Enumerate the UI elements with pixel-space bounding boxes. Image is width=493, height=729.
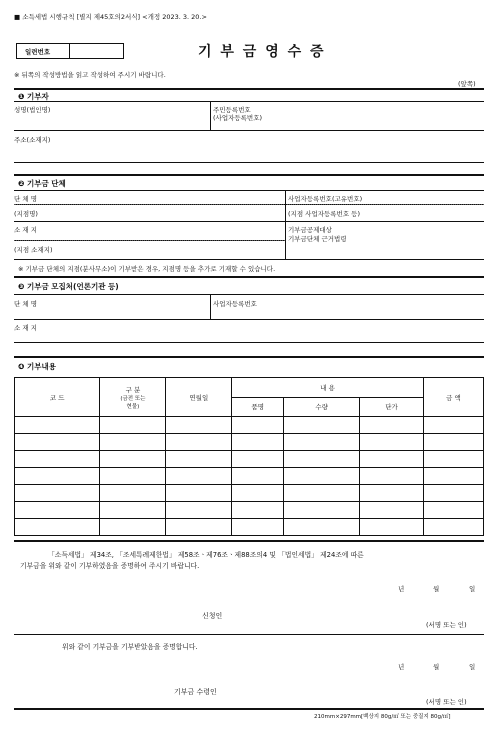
donor-bizno-label: (사업자등록번호) [213, 114, 263, 122]
col-type [100, 378, 166, 417]
recruiter-location-label: 소 재 지 [14, 324, 37, 332]
table-row[interactable] [15, 519, 484, 536]
donor-address-field[interactable] [90, 132, 480, 160]
col-item-name: 품명 [232, 397, 284, 417]
donation-items-table [14, 377, 484, 536]
org-basis-label-1: 기부금공제대상 [288, 226, 332, 234]
serial-number-box [16, 43, 124, 59]
serial-number-label: 일련번호 [25, 48, 51, 56]
items-section-heading: ❹ 기부내용 [18, 362, 56, 371]
table-row[interactable] [15, 485, 484, 502]
declaration-month: 월 [433, 585, 440, 593]
col-date: 연월일 [166, 378, 232, 417]
applicant-sign-note: (서명 또는 인) [426, 621, 467, 629]
org-bizno-label: 사업자등록번호(고유번호) [288, 195, 363, 203]
donor-section-heading: ❶ 기부자 [18, 92, 49, 101]
receiver-label: 기부금 수령인 [174, 688, 217, 696]
col-unit-price: 단가 [360, 397, 424, 417]
col-quantity: 수량 [284, 397, 360, 417]
applicant-signature-field[interactable] [250, 608, 420, 622]
org-location-label: 소 재 지 [14, 226, 37, 234]
receiver-sign-note: (서명 또는 인) [426, 698, 467, 706]
org-branch-location-label: (지점 소재지) [14, 246, 53, 254]
page-side-label: (앞쪽) [458, 80, 476, 88]
col-type-label: 구 분 [125, 385, 141, 394]
receiver-signature-field[interactable] [250, 684, 420, 698]
donor-address-label: 주소(소재지) [14, 136, 51, 144]
col-amount: 금 액 [423, 378, 483, 417]
certification-text: 위와 같이 기부금을 기부받았음을 증명합니다. [62, 643, 198, 651]
table-row[interactable] [15, 434, 484, 451]
table-row[interactable] [15, 468, 484, 485]
table-row[interactable] [15, 451, 484, 468]
form-header-note: ■ 소득세법 시행규칙 [별지 제45호의2서식] <개정 2023. 3. 20.> [14, 13, 207, 21]
org-branch-bizno-label: (지점 사업자등록번호 등) [288, 210, 360, 218]
org-branch-name-label: (지점명) [14, 210, 38, 218]
table-row[interactable] [15, 502, 484, 519]
donor-name-field[interactable] [90, 103, 208, 117]
donor-id-field[interactable] [290, 103, 480, 127]
col-content: 내 용 [232, 378, 424, 398]
certification-day: 일 [469, 663, 476, 671]
paper-spec: 210mm×297mm[백상지 80g/㎡ 또는 중질지 80g/㎡] [314, 714, 451, 720]
recruiter-bizno-label: 사업자등록번호 [213, 300, 257, 308]
col-code: 코 드 [15, 378, 100, 417]
declaration-day: 일 [469, 585, 476, 593]
serial-number-field[interactable] [71, 45, 123, 57]
org-branch-note: ※ 기부금 단체의 지점(분사무소)이 기부받은 경우, 지점명 등을 추가로 기재할 수 있습니다. [18, 265, 276, 273]
col-type-sub-1: (금전 또는 [120, 395, 146, 402]
declaration-year: 년 [398, 585, 405, 593]
recruiter-section-heading: ❸ 기부금 모집처(언론기관 등) [18, 282, 119, 291]
applicant-label: 신청인 [202, 612, 223, 620]
declaration-text-2: 기부금을 위와 같이 기부하였음을 증명하여 주시기 바랍니다. [20, 562, 200, 570]
recruiter-name-label: 단 체 명 [14, 300, 37, 308]
form-title: 기 부 금 영 수 증 [198, 44, 326, 60]
declaration-text-1: 「소득세법」 제34조, 「조세특례제한법」 제58조ㆍ제76조ㆍ제88조의4 및 「법인세법」 제24조에 따른 [48, 551, 364, 559]
certification-year: 년 [398, 663, 405, 671]
col-type-sub-2: 현물) [126, 403, 140, 410]
certification-month: 월 [433, 663, 440, 671]
table-row[interactable] [15, 417, 484, 434]
donor-id-label: 주민등록번호 [213, 106, 251, 114]
donor-name-label: 성명(법인명) [14, 106, 51, 114]
org-basis-label-2: 기부금단체 근거법령 [288, 235, 347, 243]
org-name-label: 단 체 명 [14, 195, 37, 203]
org-section-heading: ❷ 기부금 단체 [18, 179, 66, 188]
instruction-note: ※ 뒤쪽의 작성방법을 읽고 작성하여 주시기 바랍니다. [14, 71, 166, 79]
